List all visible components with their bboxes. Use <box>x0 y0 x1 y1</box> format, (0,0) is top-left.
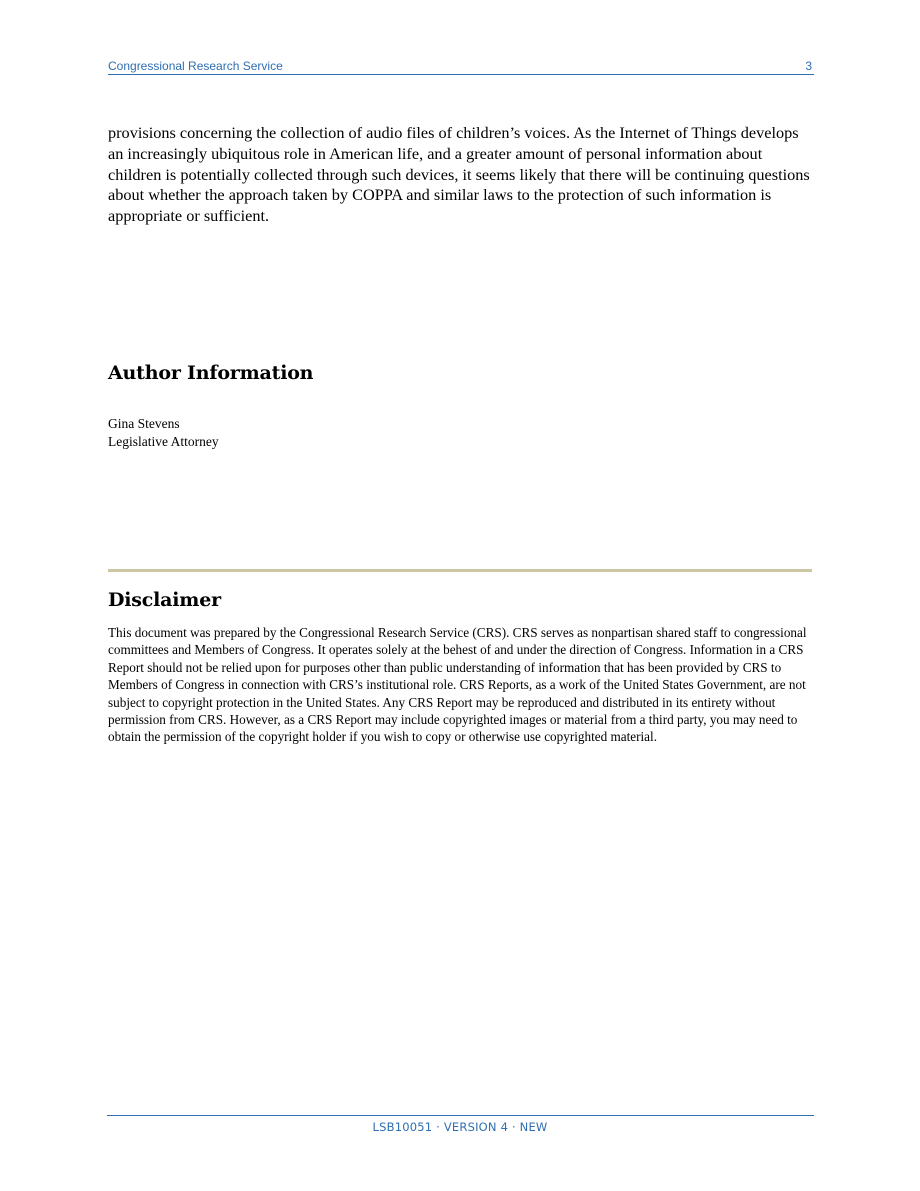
section-divider <box>108 569 812 572</box>
disclaimer-heading: Disclaimer <box>108 589 221 611</box>
header-organization: Congressional Research Service <box>108 59 283 73</box>
header-page-number: 3 <box>805 59 812 73</box>
body-paragraph: provisions concerning the collection of audio files of children’s voices. As the Internet of Things develops an increasingly ubiquitous role in American life, and a greater amount of personal information about children is potentially collected through such devices, it seems likely that there will be continuing questions about whether the approach taken by COPPA and similar laws to the protection of such information is appropriate or sufficient. <box>108 123 810 226</box>
disclaimer-text: This document was prepared by the Congressional Research Service (CRS). CRS serves as nonpartisan shared staff to congressional committees and Members of Congress. It operates solely at the behest of and under the direction of Congress. Information in a CRS Report should not be relied upon for purposes other than public understanding of information that has been provided by CRS to Members of Congress in connection with CRS’s institutional role. CRS Reports, as a work of the United States Government, are not subject to copyright protection in the United States. Any CRS Report may be reproduced and distributed in its entirety without permission from CRS. However, as a CRS Report may include copyrighted images or material from a third party, you may need to obtain the permission of the copyright holder if you wish to copy or otherwise use copyrighted material. <box>108 625 807 745</box>
author-name: Gina Stevens <box>108 416 180 431</box>
footer-divider <box>107 1115 814 1116</box>
footer-identifier: LSB10051 · VERSION 4 · NEW <box>372 1120 548 1134</box>
author-block <box>108 415 219 450</box>
page-header <box>108 58 814 75</box>
author-information-heading: Author Information <box>108 362 314 384</box>
author-title: Legislative Attorney <box>108 433 219 449</box>
